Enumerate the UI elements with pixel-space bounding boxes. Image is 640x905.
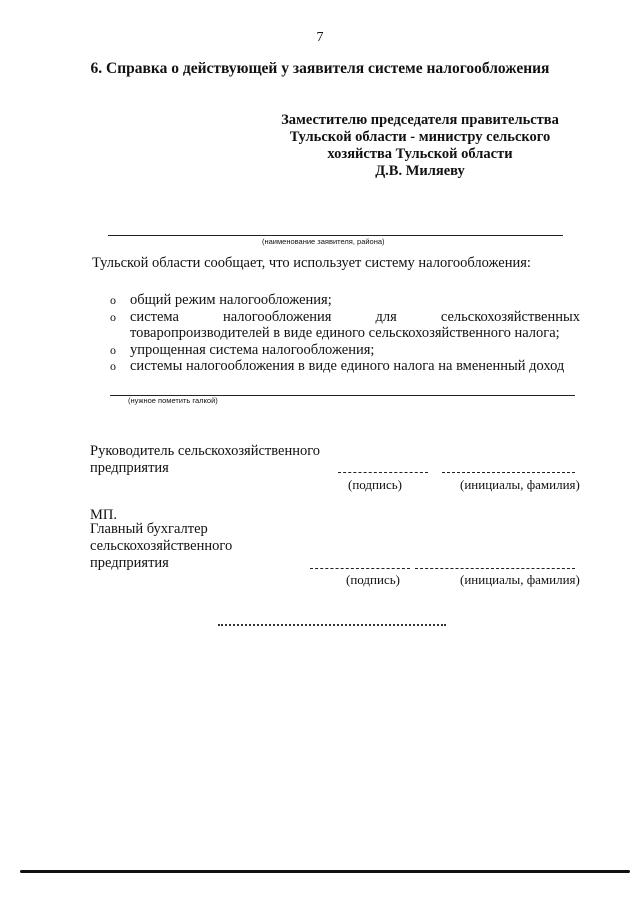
- intro-text: Тульской области сообщает, что использует систему налогообложения:: [92, 255, 531, 271]
- applicant-caption: (наименование заявителя, района): [262, 237, 385, 246]
- tax-options-list: [110, 292, 580, 375]
- end-separator: [218, 624, 446, 626]
- bullet-circle-icon: o: [110, 309, 116, 324]
- tax-option[interactable]: [110, 342, 580, 359]
- head-signature-line[interactable]: [338, 472, 428, 473]
- tax-option[interactable]: [110, 292, 580, 309]
- accountant-signature-caption: (подпись): [346, 572, 400, 587]
- head-name-caption: (инициалы, фамилия): [460, 477, 580, 492]
- accountant-title: [90, 521, 232, 572]
- head-title-line: предприятия: [90, 460, 169, 476]
- addressee-line: хозяйства Тульской области: [327, 146, 513, 162]
- page-bottom-edge: [20, 870, 630, 873]
- tax-option[interactable]: [110, 309, 580, 342]
- addressee-block: [240, 112, 600, 180]
- tax-option[interactable]: [110, 358, 580, 375]
- section-title: 6. Справка о действующей у заявителя системе налогообложения: [90, 60, 550, 77]
- mark-caption: (нужное пометить галкой): [128, 396, 218, 405]
- applicant-name-line[interactable]: [108, 235, 563, 236]
- addressee-line: Тульской области - министру сельского: [289, 129, 551, 145]
- accountant-title-line: Главный бухгалтер: [90, 521, 208, 537]
- accountant-signature-line[interactable]: [310, 568, 410, 569]
- head-name-line[interactable]: [442, 472, 575, 473]
- tax-option-label: системы налогообложения в виде единого налога на вмененный доход: [130, 358, 565, 374]
- accountant-name-line[interactable]: [415, 568, 575, 569]
- accountant-title-line: сельскохозяйственного: [90, 538, 233, 554]
- bullet-circle-icon: o: [110, 359, 116, 373]
- head-signature-caption: (подпись): [348, 477, 402, 492]
- addressee-name: Д.В. Миляеву: [375, 163, 465, 179]
- stamp-label: МП.: [90, 507, 117, 523]
- accountant-title-line: предприятия: [90, 555, 169, 571]
- tax-option-label-cont: товаропроизводителей в виде единого сельскохозяйственного налога;: [130, 325, 560, 341]
- page-number: 7: [316, 30, 324, 45]
- head-title: [90, 443, 320, 477]
- accountant-name-caption: (инициалы, фамилия): [460, 572, 580, 587]
- bullet-circle-icon: o: [110, 342, 116, 357]
- bullet-circle-icon: o: [110, 293, 116, 307]
- tax-option-label: общий режим налогообложения;: [130, 292, 332, 308]
- head-title-line: Руководитель сельскохозяйственного: [90, 443, 321, 459]
- tax-option-label: система налогообложения для сельскохозяйственных: [130, 308, 580, 325]
- addressee-line: Заместителю председателя правительства: [281, 112, 559, 128]
- tax-option-label: упрощенная система налогообложения;: [130, 341, 375, 358]
